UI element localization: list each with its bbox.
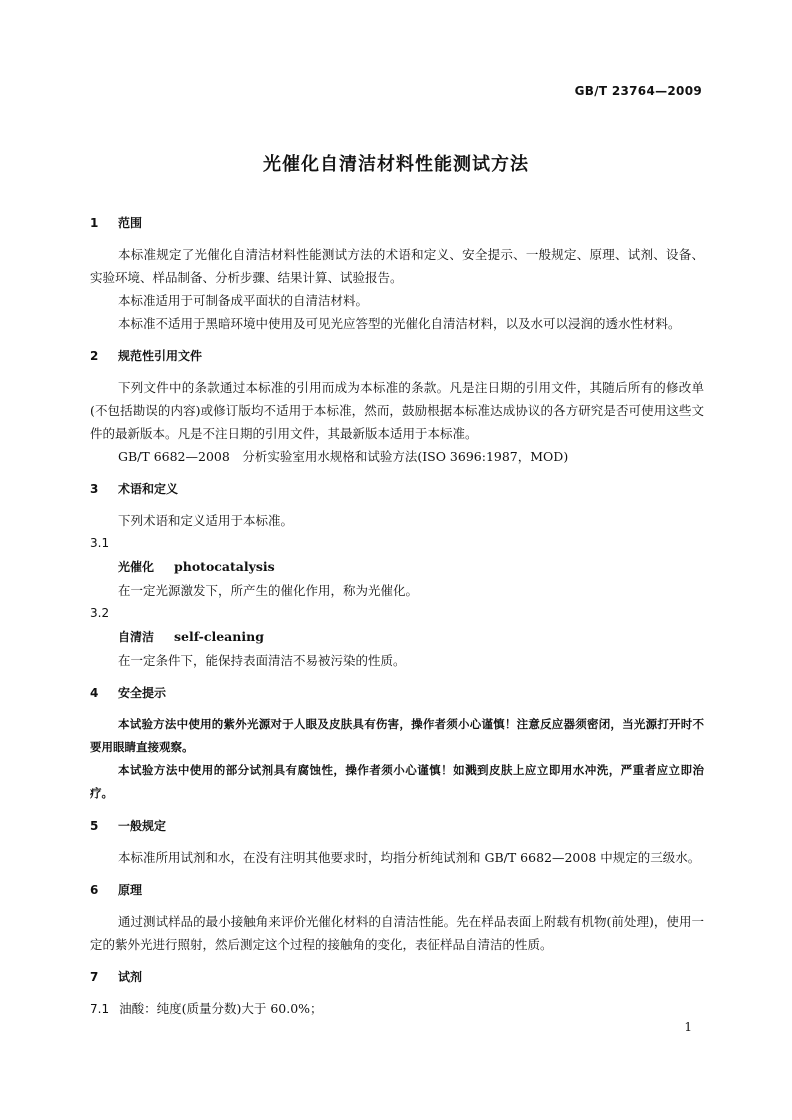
term-en: self-cleaning (174, 629, 264, 644)
reference-entry: GB/T 6682—2008 分析实验室用水规格和试验方法(ISO 3696:1987，MOD) (118, 449, 569, 464)
section-heading (90, 212, 704, 235)
section-number: 4 (90, 686, 99, 700)
section-number: 3 (90, 482, 99, 496)
section-title: 术语和定义 (118, 482, 179, 496)
section-heading (90, 815, 704, 838)
term-zh: 自清洁 (118, 630, 155, 644)
term-zh: 光催化 (118, 560, 155, 574)
paragraph: 下列术语和定义适用于本标准。 (118, 513, 294, 528)
term-number: 3.2 (90, 606, 110, 620)
paragraph: 本标准适用于可制备成平面状的自清洁材料。 (118, 293, 369, 308)
item-number: 7.1 (90, 1002, 110, 1016)
page-number: 1 (684, 1020, 692, 1034)
term-entry (90, 555, 704, 579)
paragraph: 本标准不适用于黑暗环境中使用及可见光应答型的光催化自清洁材料，以及水可以浸润的透水性材料。 (118, 316, 681, 331)
section-heading (90, 966, 704, 989)
section-title: 安全提示 (118, 686, 167, 700)
item-text: 油酸：纯度(质量分数)大于 60.0%； (119, 1001, 323, 1016)
list-item (90, 997, 704, 1021)
section-title: 一般规定 (118, 819, 167, 833)
term-entry (90, 625, 704, 649)
paragraph: 本标准规定了光催化自清洁材料性能测试方法的术语和定义、安全提示、一般规定、原理、试剂、设备、实验环境、样品制备、分析步骤、结果计算、试验报告。 (90, 247, 704, 285)
section-heading (90, 682, 704, 705)
term-number: 3.1 (90, 536, 110, 550)
section-title: 规范性引用文件 (118, 349, 203, 363)
safety-warning: 本试验方法中使用的紫外光源对于人眼及皮肤具有伤害，操作者须小心谨慎！注意反应器须密闭，当光源打开时不要用眼睛直接观察。 (90, 717, 704, 754)
term-en: photocatalysis (174, 559, 275, 574)
section-number: 5 (90, 819, 99, 833)
paragraph: 本标准所用试剂和水，在没有注明其他要求时，均指分析纯试剂和 GB/T 6682—2008 中规定的三级水。 (118, 850, 701, 865)
document-body (90, 212, 704, 1021)
section-heading (90, 478, 704, 501)
paragraph: 通过测试样品的最小接触角来评价光催化材料的自清洁性能。先在样品表面上附载有机物(前处理)，使用一定的紫外光进行照射，然后测定这个过程的接触角的变化，表征样品自清洁的性质。 (90, 914, 704, 952)
section-number: 2 (90, 349, 99, 363)
term-definition: 在一定条件下，能保持表面清洁不易被污染的性质。 (118, 653, 406, 668)
paragraph: 下列文件中的条款通过本标准的引用而成为本标准的条款。凡是注日期的引用文件，其随后所有的修改单(不包括勘误的内容)或修订版均不适用于本标准，然而，鼓励根据本标准达成协议的各方研究是否可使用这些文件的最新版本。凡是不注日期的引用文件，其最新版本适用于本标准。 (90, 380, 704, 441)
section-heading (90, 879, 704, 902)
section-title: 范围 (118, 216, 143, 230)
section-title: 试剂 (118, 970, 143, 984)
term-definition: 在一定光源激发下，所产生的催化作用，称为光催化。 (118, 583, 419, 598)
safety-warning: 本试验方法中使用的部分试剂具有腐蚀性，操作者须小心谨慎！如溅到皮肤上应立即用水冲洗，严重者应立即治疗。 (90, 763, 704, 800)
section-number: 1 (90, 216, 99, 230)
standard-code: GB/T 23764—2009 (574, 84, 702, 98)
section-heading (90, 345, 704, 368)
section-number: 7 (90, 970, 99, 984)
document-title: 光催化自清洁材料性能测试方法 (263, 154, 529, 175)
section-number: 6 (90, 883, 99, 897)
section-title: 原理 (118, 883, 143, 897)
